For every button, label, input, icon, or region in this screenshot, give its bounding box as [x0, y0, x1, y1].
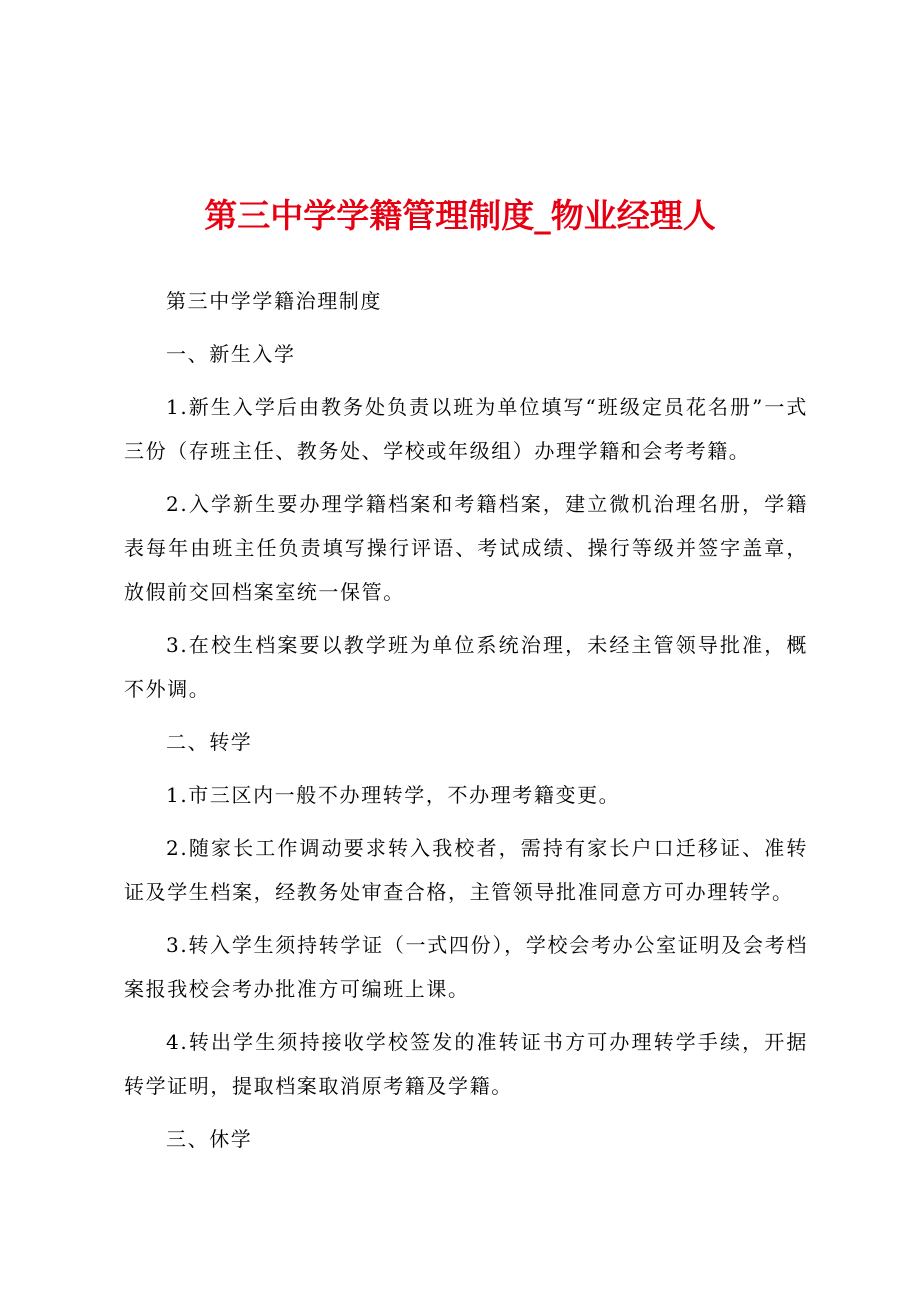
paragraph: 2.入学新生要办理学籍档案和考籍档案，建立微机治理名册，学籍表每年由班主任负责填写操行评语、考试成绩、操行等级并签字盖章，放假前交回档案室统一保管。: [124, 492, 808, 604]
document-title: 第三中学学籍管理制度_物业经理人: [204, 196, 716, 235]
paragraph: 3.转入学生须持转学证（一式四份），学校会考办公室证明及会考档案报我校会考办批准方可编班上课。: [124, 933, 808, 1001]
paragraph: 2.随家长工作调动要求转入我校者，需持有家长户口迁移证、准转证及学生档案，经教务处审查合格，主管领导批准同意方可办理转学。: [124, 836, 808, 904]
section-heading-suspension: 三、休学: [166, 1127, 253, 1151]
section-heading-transfer: 二、转学: [166, 730, 253, 754]
paragraph: 1.市三区内一般不办理转学，不办理考籍变更。: [166, 783, 621, 807]
document-body: [124, 279, 808, 1170]
paragraph: 4.转出学生须持接收学校签发的准转证书方可办理转学手续，开据转学证明，提取档案取消原考籍及学籍。: [124, 1030, 808, 1098]
paragraph-heading: 第三中学学籍治理制度: [166, 289, 382, 313]
section-heading-enrollment: 一、新生入学: [166, 342, 296, 366]
paragraph: 3.在校生档案要以教学班为单位系统治理，未经主管领导批准，概不外调。: [124, 633, 808, 701]
paragraph: 1.新生入学后由教务处负责以班为单位填写“班级定员花名册”一式三份（存班主任、教务处、学校或年级组）办理学籍和会考考籍。: [124, 395, 808, 463]
